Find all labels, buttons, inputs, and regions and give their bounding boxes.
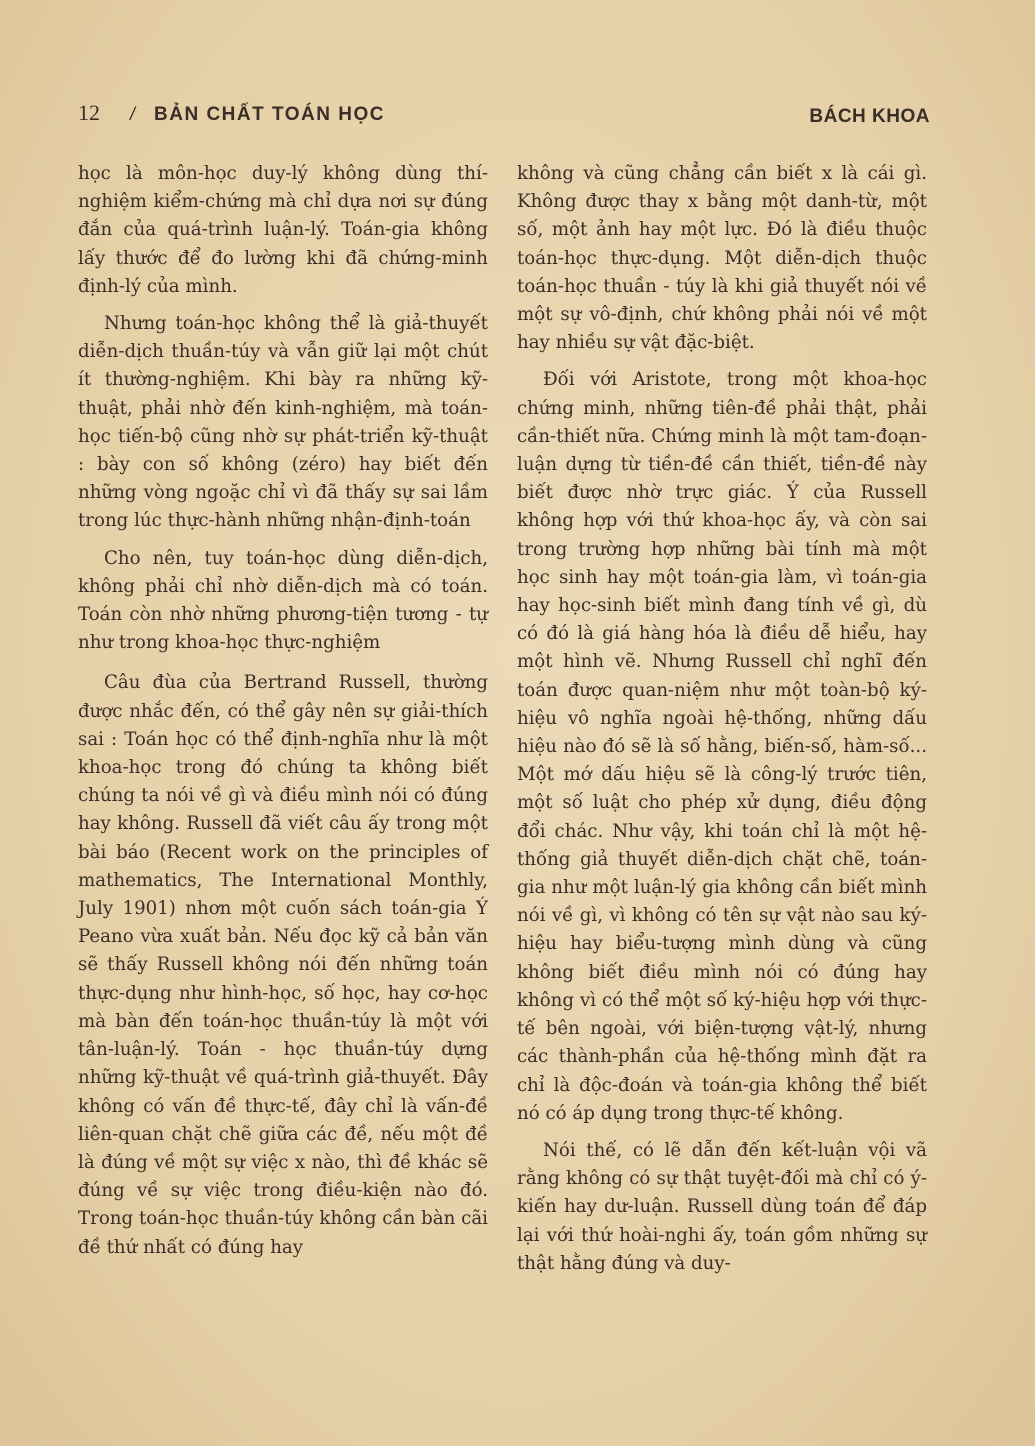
paragraph: Nói thế, có lẽ dẫn đến kết-luận vội vã rằng không có sự thật tuyệt-đối mà chỉ có ý-kiến hay dư-luận. Russell dùng toán để đáp lại với thứ hoài-nghi ấy, toán gồm những sự thật hằng đúng và duy-	[517, 1139, 927, 1274]
page-number: 12	[78, 100, 100, 125]
paragraph: Câu đùa của Bertrand Russell, thường được nhắc đến, có thể gây nên sự giải-thích sai : Toán học có thể định-nghĩa như là một khoa-học trong đó chúng ta không biết chúng ta nói về gì và điều mình nói có đúng hay không. Russell đã viết câu ấy trong một bài báo (Recent work on the principles of mathematics, The International Monthly, July 1901) nhơn một cuốn sách toán-gia Ý Peano vừa xuất bản. Nếu đọc kỹ cả bản văn sẽ thấy Russell không nói đến những toán thực-dụng như hình-học, số học, hay cơ-học mà bàn đến toán-học thuần-túy là một với tân-luận-lý. Toán - học thuần-túy dựng những kỹ-thuật về quá-trình giả-thuyết. Đây không có vấn đề thực-tế, đây chỉ là vấn-đề liên-quan chặt chẽ giữa các đề, nếu một đề là đúng về một sự việc x nào, thì đề khác sẽ đúng về sự việc trong điều-kiện nào đó. Trong toán-học thuần-túy không cần bàn cãi đề thứ nhất có đúng hay	[78, 672, 488, 1258]
paragraph: Đối với Aristote, trong một khoa-học chứng minh, những tiên-đề phải thật, phải cần-thiết nữa. Chứng minh là một tam-đoạn-luận dựng từ tiền-đề cần thiết, tiền-đề này biết được nhờ trực giác. Ý của Russell không hợp với thứ khoa-học ấy, và còn sai trong trường hợp những bài tính mà một học sinh hay một toán-gia làm, vì toán-gia hay học-sinh biết mình đang tính về gì, dù có đó là giá hàng hóa là điều dễ hiểu, hay một hình vẽ. Nhưng Russell chỉ nghĩ đến toán được quan-niệm như một toàn-bộ ký-hiệu vô nghĩa ngoài hệ-thống, những dấu hiệu nào đó sẽ là số hằng, biến-số, hàm-số... Một mớ dấu hiệu sẽ là công-lý trước tiên, một số luật cho phép xử dụng, điều động đổi chác. Như vậy, khi toán chỉ là một hệ-thống giả thuyết diễn-dịch chặt chẽ, toán-gia như một luận-lý gia không cần biết mình nói về gì, vì không có tên sự vật nào sau ký-hiệu hay biểu-tượng mình dùng và cũng không biết điều mình nói có đúng hay không vì có thể một số ký-hiệu hợp với thực-tế bên ngoài, với biện-tượng vật-lý, nhưng các thành-phần của hệ-thống mình đặt ra chỉ là độc-đoán và toán-gia không thể biết nó có áp dụng trong thực-tế không.	[517, 369, 927, 1124]
page-header	[78, 96, 930, 136]
paragraph: Cho nên, tuy toán-học dùng diễn-dịch, không phải chỉ nhờ diễn-dịch mà có toán. Toán còn nhờ những phương-tiện tương - tự như trong khoa-học thực-nghiệm	[78, 547, 488, 654]
running-title: BẢN CHẤT TOÁN HỌC	[154, 104, 385, 125]
journal-name: BÁCH KHOA	[809, 106, 930, 127]
left-column	[78, 160, 488, 1271]
paragraph: không và cũng chẳng cần biết x là cái gì. Không được thay x bằng một danh-từ, một số, một ảnh hay một lực. Đó là điều thuộc toán-học thực-dụng. Một diễn-dịch thuộc toán-học thuần - túy là khi giả thuyết nói về một sự vô-định, chứ không phải nói về một hay nhiều sự vật đặc-biệt.	[517, 163, 927, 354]
header-separator: /	[130, 104, 136, 124]
paragraph: học là môn-học duy-lý không dùng thí-nghiệm kiểm-chứng mà chỉ dựa nơi sự đúng đắn của quá-trình luận-lý. Toán-gia không lấy thước để đo lường khi đã chứng-minh định-lý của mình.	[78, 163, 488, 297]
paragraph: Nhưng toán-học không thể là giả-thuyết diễn-dịch thuần-túy và vẫn giữ lại một chút ít thường-nghiệm. Khi bày ra những kỹ-thuật, phải nhờ đến kinh-nghiệm, mà toán-học tiến-bộ cũng nhờ sự phát-triển kỹ-thuật : bày con số không (zéro) hay biết đến những vòng ngoặc chỉ vì đã thấy sự sai lầm trong lúc thực-hành những nhận-định-toán	[78, 313, 488, 532]
right-column	[517, 160, 927, 1287]
